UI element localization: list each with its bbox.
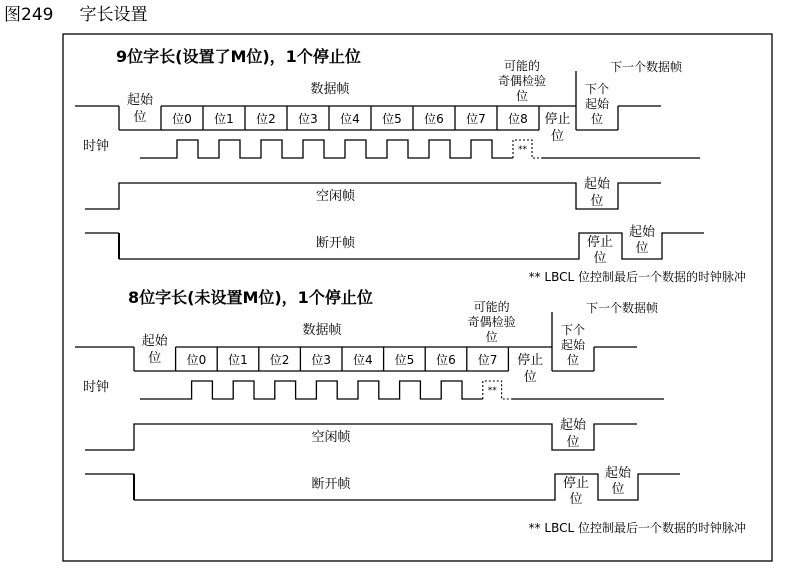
- data-bit-label: 位3: [298, 112, 318, 126]
- break-frame-waveform: [119, 233, 704, 259]
- figure-caption: 字长设置: [79, 5, 148, 25]
- stop-bit-label: 停止位: [544, 112, 571, 144]
- data-bit-label: 位6: [424, 112, 444, 126]
- data-bit-label: 位4: [340, 112, 360, 126]
- lbcl-footnote: ** LBCL 位控制最后一个数据的时钟脉冲: [528, 521, 746, 535]
- lbcl-footnote: ** LBCL 位控制最后一个数据的时钟脉冲: [528, 270, 746, 284]
- data-bit-label: 位5: [394, 353, 415, 367]
- lbcl-mark: **: [518, 145, 527, 155]
- next-frame-label: 下一个数据帧: [609, 60, 683, 74]
- start-bit-label: 起始位: [141, 334, 168, 366]
- break-stop-label: 停止位: [586, 235, 614, 266]
- data-bit-label: 位4: [352, 353, 373, 367]
- next-start-label: 位: [590, 112, 604, 126]
- parity-bit-label: 位: [515, 89, 529, 103]
- idle-frame-label: 空闲帧: [311, 430, 351, 445]
- parity-bit-label: 奇偶检验: [497, 74, 547, 88]
- parity-bit-label: 位: [485, 330, 498, 344]
- idle-start-label: 起始位: [559, 418, 587, 450]
- next-start-label: 下个: [584, 82, 610, 96]
- data-bit-label: 位7: [466, 112, 486, 126]
- break-start-label: 起始位: [604, 466, 632, 497]
- next-start-label: 下个: [560, 323, 586, 337]
- idle-frame-waveform: [85, 183, 661, 209]
- panel-title: 8位字长(未设置M位)，1个停止位: [128, 288, 373, 307]
- data-bit-label: 位2: [256, 112, 276, 126]
- data-frame-label: 数据帧: [310, 82, 350, 97]
- idle-start-label: 起始位: [583, 177, 611, 209]
- break-frame-waveform: [134, 474, 680, 500]
- data-bit-label: 位5: [382, 112, 402, 126]
- data-bit-label: 位1: [228, 353, 248, 367]
- next-frame-label: 下一个数据帧: [585, 301, 659, 315]
- break-start-label: 起始位: [628, 225, 656, 256]
- data-bit-label: 位0: [186, 353, 207, 367]
- next-start-label: 起始: [560, 338, 586, 352]
- idle-frame-label: 空闲帧: [315, 189, 356, 204]
- data-bit-label: 位6: [436, 353, 456, 367]
- parity-bit-label: 奇偶检验: [467, 315, 516, 329]
- idle-frame-waveform: [85, 424, 637, 450]
- next-start-label: 起始: [584, 97, 610, 111]
- clock-waveform: [140, 381, 483, 399]
- lbcl-mark: **: [487, 386, 497, 396]
- panel-title: 9位字长(设置了M位)，1个停止位: [116, 47, 361, 66]
- data-bit-label: 位1: [214, 112, 234, 126]
- clock-label: 时钟: [82, 380, 110, 395]
- next-start-label: 位: [566, 353, 580, 367]
- break-frame-label: 断开帧: [311, 477, 351, 492]
- break-stop-label: 停止位: [562, 476, 590, 507]
- data-bit-label: 位0: [172, 112, 192, 126]
- clock-waveform: [140, 140, 513, 158]
- break-frame-label: 断开帧: [315, 236, 356, 251]
- clock-label: 时钟: [82, 139, 110, 154]
- start-bit-label: 起始位: [126, 93, 154, 125]
- data-bit-label: 位7: [477, 353, 498, 367]
- data-frame-label: 数据帧: [302, 323, 342, 338]
- parity-bit-label: 可能的: [473, 300, 510, 314]
- data-bit-label: 位3: [311, 353, 332, 367]
- stop-bit-label: 停止位: [517, 353, 544, 385]
- figure-number: 图249: [4, 5, 54, 25]
- data-bit-label: 位2: [269, 353, 290, 367]
- parity-bit-label: 可能的: [503, 59, 541, 73]
- data-bit-label: 位8: [508, 112, 528, 126]
